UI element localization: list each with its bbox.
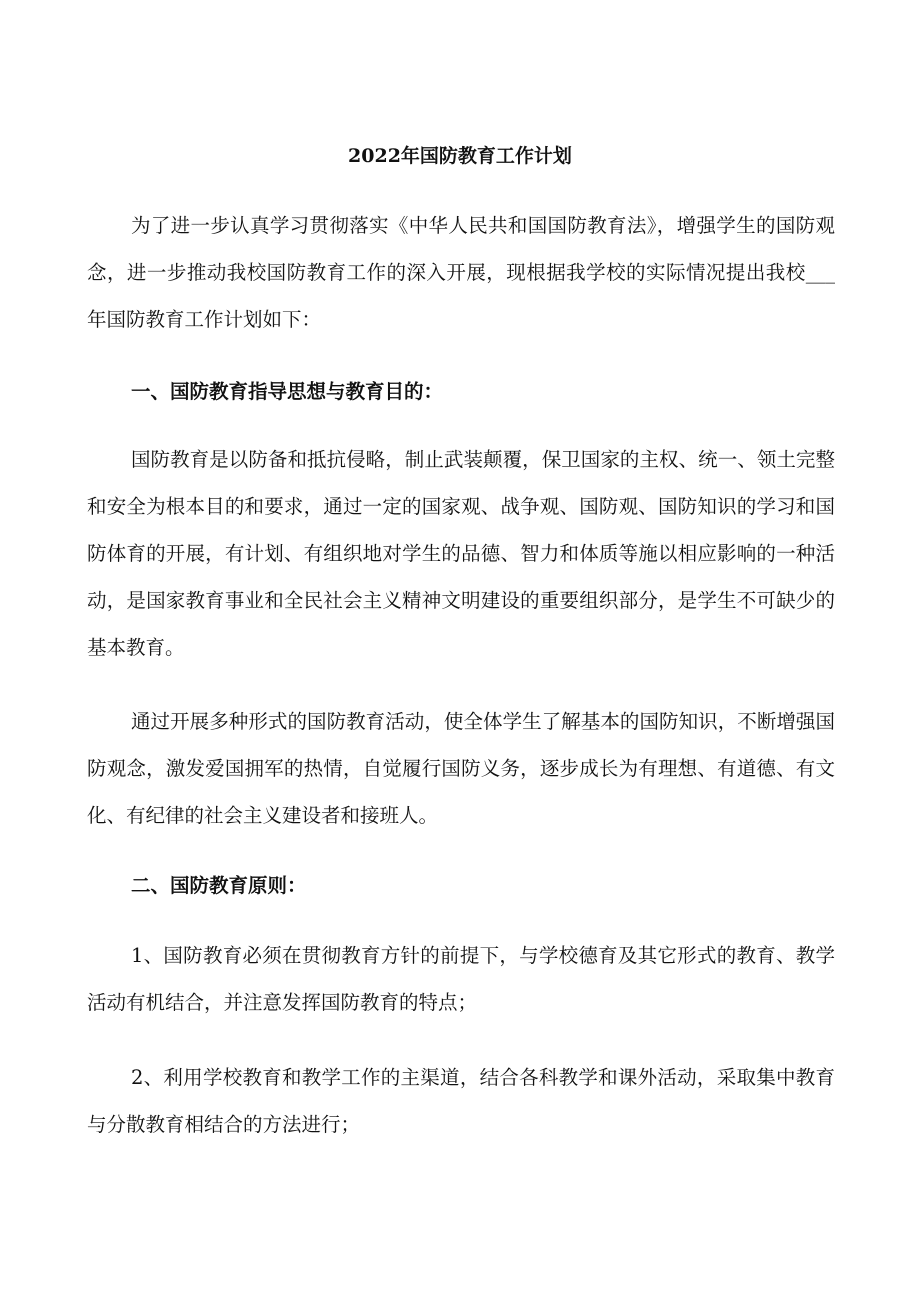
document-title: 2022年国防教育工作计划 bbox=[348, 145, 572, 167]
section-2-heading: 二、国防教育原则： bbox=[131, 874, 307, 897]
section-2-item-1: 1、国防教育必须在贯彻教育方针的前提下，与学校德育及其它形式的教育、教学活动有机结合，并注意发挥国防教育的特点； bbox=[87, 944, 835, 1014]
intro-paragraph: 为了进一步认真学习贯彻落实《中华人民共和国国防教育法》，增强学生的国防观念，进一步推动我校国防教育工作的深入开展，现根据我学校的实际情况提出我校___年国防教育工作计划如下： bbox=[87, 214, 835, 331]
section-1-heading: 一、国防教育指导思想与教育目的： bbox=[131, 380, 444, 403]
section-2-item-2: 2、利用学校教育和教学工作的主渠道，结合各科教学和课外活动，采取集中教育与分散教育相结合的方法进行； bbox=[87, 1066, 835, 1136]
section-1-paragraph-1: 国防教育是以防备和抵抗侵略，制止武装颠覆，保卫国家的主权、统一、领土完整和安全为根本目的和要求，通过一定的国家观、战争观、国防观、国防知识的学习和国防体育的开展，有计划、有组织地对学生的品德、智力和体质等施以相应影响的一种活动，是国家教育事业和全民社会主义精神文明建设的重要组织部分，是学生不可缺少的基本教育。 bbox=[87, 448, 835, 659]
section-1-paragraph-2: 通过开展多种形式的国防教育活动，使全体学生了解基本的国防知识，不断增强国防观念，激发爱国拥军的热情，自觉履行国防义务，逐步成长为有理想、有道德、有文化、有纪律的社会主义建设者和接班人。 bbox=[87, 710, 835, 827]
